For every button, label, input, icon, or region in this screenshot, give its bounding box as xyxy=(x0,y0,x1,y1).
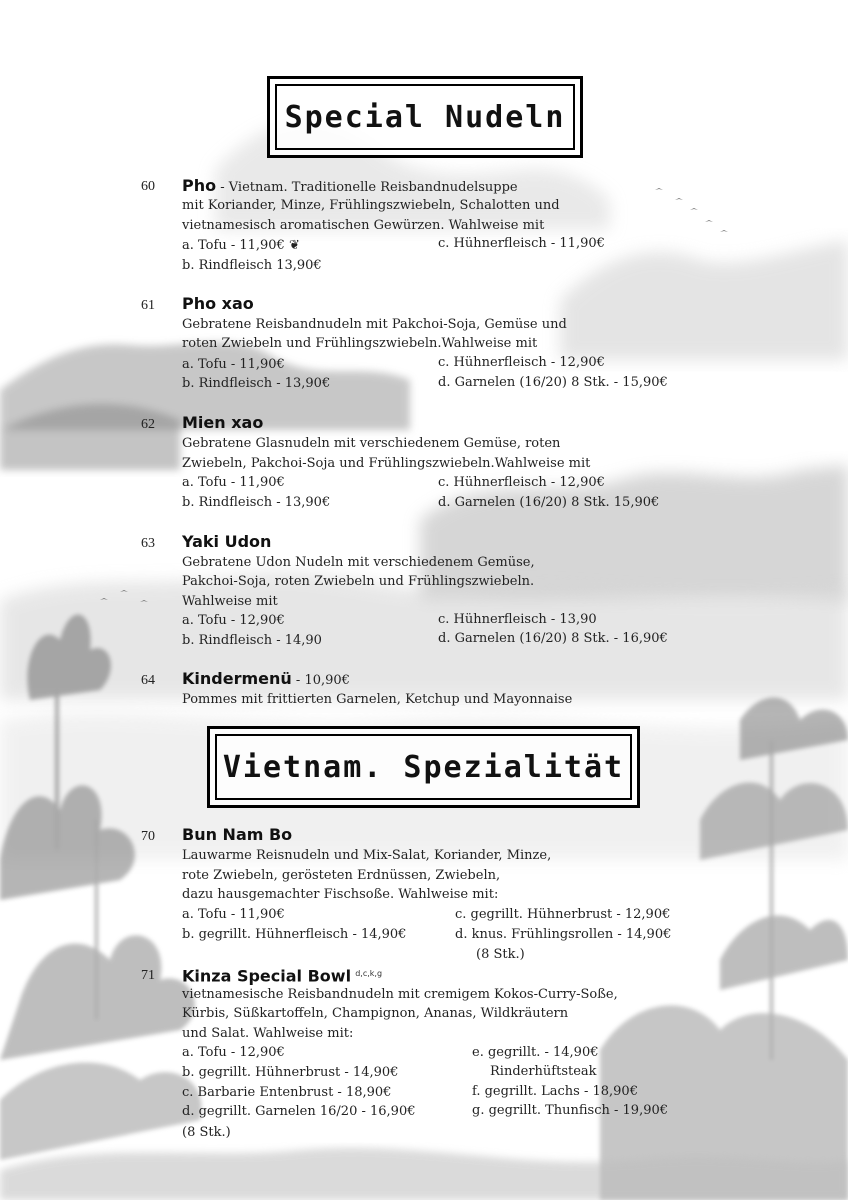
option-b: b. gegrillt. Hühnerbrust - 14,90€ xyxy=(182,1065,399,1080)
option-d: d. gegrillt. Garnelen 16/20 - 16,90€ xyxy=(182,1104,416,1119)
item-heading xyxy=(182,825,292,847)
item-description: dazu hausgemachter Fischsoße. Wahlweise mit: xyxy=(182,887,499,902)
item-description: Gebratene Udon Nudeln mit verschiedenem Gemüse, xyxy=(182,555,535,570)
item-description: roten Zwiebeln und Frühlingszwiebeln.Wahlweise mit xyxy=(182,336,538,351)
item-description: Pakchoi-Soja, roten Zwiebeln und Frühlingszwiebeln. xyxy=(182,574,535,589)
section-title-frame xyxy=(207,726,640,808)
item-number: 63 xyxy=(141,536,155,551)
option-b: b. Rindfleisch - 13,90€ xyxy=(182,376,331,391)
item-name: Pho xyxy=(182,176,217,195)
option-b: b. Rindfleisch - 14,90 xyxy=(182,633,322,648)
item-number: 71 xyxy=(141,968,155,983)
item-description: rote Zwiebeln, gerösteten Erdnüssen, Zwiebeln, xyxy=(182,868,501,883)
item-description: vietnamesisch aromatischen Gewürzen. Wahlweise mit xyxy=(182,218,545,233)
item-description: mit Koriander, Minze, Frühlingszwiebeln, Schalotten und xyxy=(182,198,560,213)
item-heading xyxy=(182,669,350,691)
option-b: b. gegrillt. Hühnerfleisch - 14,90€ xyxy=(182,927,407,942)
item-description: Zwiebeln, Pakchoi-Soja und Frühlingszwiebeln.Wahlweise mit xyxy=(182,456,591,471)
item-description: Gebratene Glasnudeln mit verschiedenem Gemüse, roten xyxy=(182,436,561,451)
item-name: Pho xao xyxy=(182,294,254,313)
option-a xyxy=(182,236,300,256)
section-title: Special Nudeln xyxy=(284,99,566,135)
option-a: a. Tofu - 11,90€ xyxy=(182,475,285,490)
item-heading xyxy=(182,532,271,554)
item-name: Mien xao xyxy=(182,413,264,432)
option-a: a. Tofu - 11,90€ xyxy=(182,907,285,922)
option-a: a. Tofu - 11,90€ xyxy=(182,357,285,372)
item-number: 62 xyxy=(141,417,155,432)
option-c: c. gegrillt. Hühnerbrust - 12,90€ xyxy=(455,907,671,922)
option-c: c. Barbarie Entenbrust - 18,90€ xyxy=(182,1085,392,1100)
option-e-note: Rinderhüftsteak xyxy=(490,1064,597,1079)
item-name: Bun Nam Bo xyxy=(182,825,293,844)
item-number: 60 xyxy=(141,179,155,194)
item-description: Lauwarme Reisnudeln und Mix-Salat, Koriander, Minze, xyxy=(182,848,552,863)
option-d-note: (8 Stk.) xyxy=(182,1125,231,1140)
option-g: g. gegrillt. Thunfisch - 19,90€ xyxy=(472,1103,669,1118)
option-f: f. gegrillt. Lachs - 18,90€ xyxy=(472,1084,638,1099)
option-d: d. knus. Frühlingsrollen - 14,90€ xyxy=(455,927,672,942)
item-name: Yaki Udon xyxy=(182,532,272,551)
option-b: b. Rindfleisch 13,90€ xyxy=(182,258,322,273)
item-description: Gebratene Reisbandnudeln mit Pakchoi-Soja, Gemüse und xyxy=(182,317,567,332)
option-d: d. Garnelen (16/20) 8 Stk. - 16,90€ xyxy=(438,631,668,646)
item-tagline: - Vietnam. Traditionelle Reisbandnudelsuppe xyxy=(216,180,518,195)
option-c: c. Hühnerfleisch - 12,90€ xyxy=(438,475,605,490)
vegan-leaf-icon: ❦ xyxy=(288,238,300,253)
option-b: b. Rindfleisch - 13,90€ xyxy=(182,495,331,510)
option-d: d. Garnelen (16/20) 8 Stk. - 15,90€ xyxy=(438,375,668,390)
section-title: Vietnam. Spezialität xyxy=(222,749,625,785)
option-e: e. gegrillt. - 14,90€ xyxy=(472,1045,599,1060)
item-name: Kinza Special Bowl xyxy=(182,966,352,986)
item-number: 61 xyxy=(141,298,155,313)
option-a: a. Tofu - 12,90€ xyxy=(182,1045,285,1060)
option-text: a. Tofu - 11,90€ xyxy=(182,238,285,253)
option-c: c. Hühnerfleisch - 13,90 xyxy=(438,612,597,627)
item-heading xyxy=(182,294,254,316)
option-a: a. Tofu - 12,90€ xyxy=(182,613,285,628)
item-description: vietnamesische Reisbandnudeln mit cremigem Kokos-Curry-Soße, xyxy=(182,987,618,1002)
allergen-codes: d,c,k,g xyxy=(355,969,383,978)
option-d: d. Garnelen (16/20) 8 Stk. 15,90€ xyxy=(438,495,660,510)
option-d-note: (8 Stk.) xyxy=(476,947,525,962)
option-c: c. Hühnerfleisch - 12,90€ xyxy=(438,355,605,370)
option-c: c. Hühnerfleisch - 11,90€ xyxy=(438,236,605,251)
item-number: 70 xyxy=(141,829,155,844)
item-number: 64 xyxy=(141,673,155,688)
item-price: - 10,90€ xyxy=(291,673,350,688)
item-heading xyxy=(182,413,263,435)
item-description: und Salat. Wahlweise mit: xyxy=(182,1026,354,1041)
item-description: Wahlweise mit xyxy=(182,594,278,609)
item-description: Pommes mit frittierten Garnelen, Ketchup und Mayonnaise xyxy=(182,692,573,707)
item-description: Kürbis, Süßkartoffeln, Champignon, Ananas, Wildkräutern xyxy=(182,1006,569,1021)
item-heading xyxy=(182,176,518,198)
item-name: Kindermenü xyxy=(182,669,292,688)
section-title-frame xyxy=(267,76,583,158)
